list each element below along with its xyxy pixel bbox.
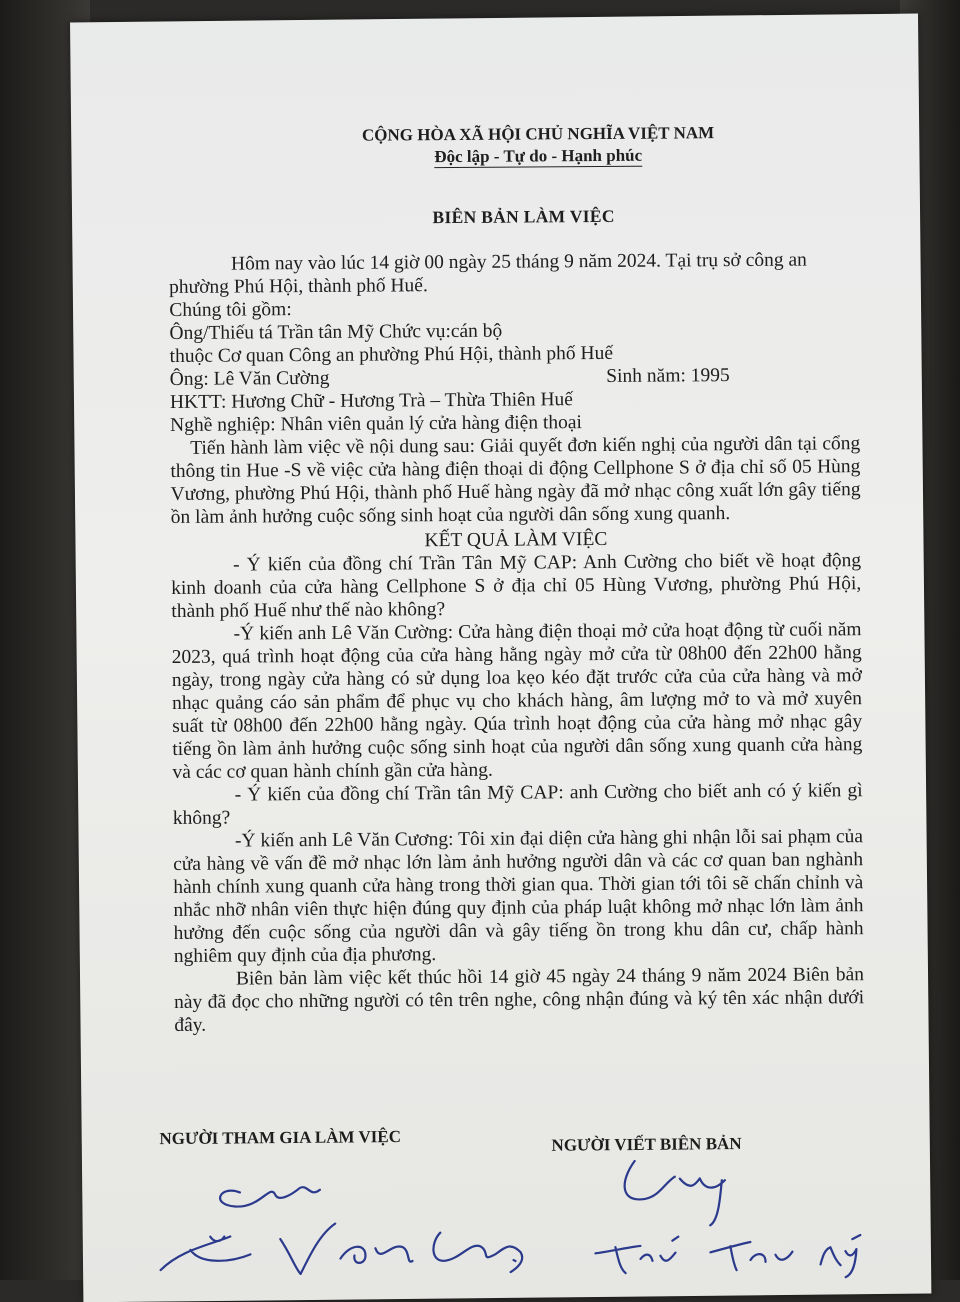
members-label: Chúng tôi gồm:	[169, 299, 292, 321]
result-paragraph-3: - Ý kiến của đồng chí Trần tân Mỹ CAP: anh Cường cho biết anh có ý kiến gì không?	[172, 780, 863, 829]
signature-block	[159, 1119, 880, 1283]
recorder-label: NGƯỜI VIẾT BIÊN BẢN	[551, 1134, 742, 1155]
document-title: BIÊN BẢN LÀM VIỆC	[432, 205, 615, 228]
document-body	[168, 121, 864, 1037]
motto	[218, 143, 858, 169]
participant-handwritten-name	[160, 1222, 522, 1275]
signature-dot	[514, 1260, 516, 1261]
recorder-handwritten-name	[595, 1235, 860, 1279]
motto-text: Độc lập - Tự do - Hạnh phúc	[434, 145, 643, 167]
closing-paragraph: Biên bản làm việc kết thúc hồi 14 giờ 45 ngày 24 tháng 9 năm 2024 Biên bản này đã đọc cho những người có tên trên nghe, công nhận đúng và ký tên xác nhận dưới đây.	[174, 964, 865, 1036]
hktt-line: HKTT: Hương Chữ - Hương Trà – Thừa Thiên Huế	[169, 389, 573, 413]
citizen-birth: Sinh năm: 1995	[606, 365, 730, 387]
result-heading: KẾT QUẢ LÀM VIỆC	[424, 528, 608, 552]
officer-unit: thuộc Cơ quan Công an phường Phú Hội, thành phố Huế	[169, 342, 614, 367]
citizen-name: Ông: Lê Văn Cường	[169, 367, 330, 390]
citizen-row	[170, 364, 730, 391]
result-paragraph-1: - Ý kiến của đồng chí Trần Tân Mỹ CAP: Anh Cường cho biết về hoạt động kinh doanh của cửa hàng Cellphone S ở địa chỉ 05 Hùng Vương, phường Phú Hội, thành phố Huế như thế nào không?	[171, 550, 862, 622]
handwritten-signatures	[139, 1139, 880, 1285]
occupation-line: Nghề nghiệp: Nhân viên quản lý cửa hàng điện thoại	[170, 412, 582, 436]
recorder-signature-mark	[624, 1160, 725, 1226]
intro-line-1: Hôm nay vào lúc 14 giờ 00 ngày 25 tháng 9 năm 2024. Tại trụ sở công an	[230, 249, 807, 275]
participant-label: NGƯỜI THAM GIA LÀM VIỆC	[159, 1127, 402, 1149]
intro-line-2: phường Phú Hội, thành phố Huế.	[169, 275, 428, 298]
officer-line: Ông/Thiếu tá Trần tân Mỹ Chức vụ:cán bộ	[169, 320, 503, 344]
participant-signature-mark	[220, 1187, 320, 1207]
result-paragraph-2: -Ý kiến anh Lê Văn Cường: Cửa hàng điện thoại mở cửa hoạt động từ cuối năm 2023, quá trình hoạt động của cửa hàng hằng ngày mở cửa từ 08h00 đến 22h00 hằng ngày, trong ngày cửa hàng có sử dụng loa kẹo kéo đặt trước cửa của cửa hàng và mở nhạc quảng cáo sản phẩm để phục vụ cho khách hàng, âm lượng mở to và mở xuyên suất từ 08h00 đến 22h00 hằng ngày. Qúa trình hoạt động của cửa hàng mở nhạc gây tiếng ồn làm ảnh hưởng cuộc sống sinh hoạt của người dân sống xung quanh cửa hàng và các cơ quan hành chính gần cửa hàng.	[171, 619, 863, 783]
nation-header: CỘNG HÒA XÃ HỘI CHỦ NGHĨA VIỆT NAM	[361, 123, 715, 145]
result-paragraph-4: -Ý kiến anh Lê Văn Cương: Tôi xin đại diện cửa hàng ghi nhận lỗi sai phạm của cửa hàng về vấn đề mở nhạc lớn làm ảnh hưởng người dân và các cơ quan ban nghành hành chính xung quanh cửa hàng trong thời gian qua. Thời gian tới tôi sẽ chấn chỉnh và nhắc nhỡ nhân viên thực hiện đúng quy định của pháp luật không mở nhạc lớn làm ảnh hưởng đến cuộc sống của người dân và gây tiếng ồn trong khu dân cư, chấp hành nghiêm quy định của địa phương.	[173, 826, 864, 967]
content-paragraph: Tiến hành làm việc về nội dung sau: Giải quyết đơn kiến nghị của người dân tại cổng thông tin Hue -S về việc cửa hàng điện thoại di động Cellphone S ở địa chỉ số 05 Hùng Vương, phường Phú Hội, thành phố Huế hàng ngày đã mở nhạc công xuất lớn gây tiếng ồn làm ảnh hưởng cuộc sống sinh hoạt của người dân sống xung quanh.	[170, 433, 861, 528]
